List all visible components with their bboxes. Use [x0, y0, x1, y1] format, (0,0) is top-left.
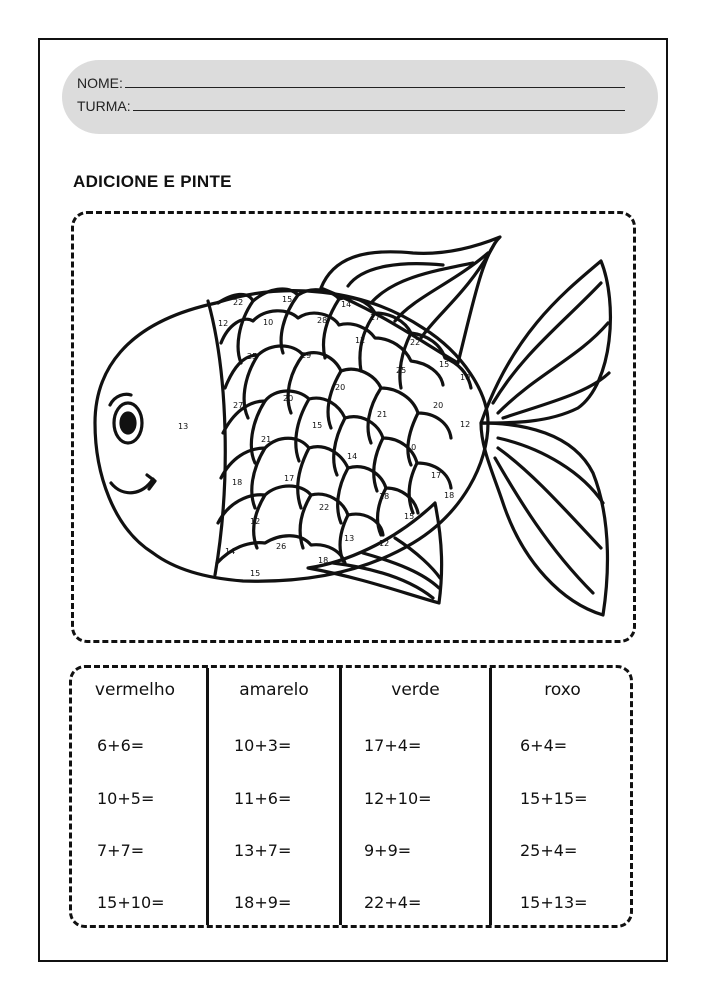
column-header: roxo	[544, 680, 581, 700]
column-header: verde	[391, 680, 440, 700]
sum-item: 18+9=	[234, 893, 292, 912]
scale-number: 20	[283, 394, 294, 403]
scale-number: 21	[377, 410, 388, 419]
head-number: 13	[178, 422, 189, 431]
scale-number: 28	[317, 316, 328, 325]
scale-number: 14	[347, 452, 358, 461]
sum-item: 15+15=	[520, 789, 588, 808]
scale-number: 12	[355, 336, 366, 345]
scale-number: 10	[460, 373, 471, 382]
class-blank[interactable]	[133, 98, 625, 111]
scale-number: 17	[284, 474, 295, 483]
column-vermelho	[72, 668, 206, 925]
scale-number: 21	[261, 435, 272, 444]
scale-number: 15	[312, 421, 323, 430]
scale-number: 25	[396, 366, 407, 375]
scale-number: 12	[250, 517, 261, 526]
class-label: TURMA:	[77, 98, 131, 114]
scale-number: 17	[370, 313, 381, 322]
scale-number: 14	[225, 547, 236, 556]
scale-number: 12	[460, 420, 471, 429]
scale-number: 22	[319, 503, 330, 512]
scale-number: 12	[379, 539, 390, 548]
sum-item: 10+3=	[234, 736, 292, 755]
student-info-header	[62, 60, 658, 134]
scale-number: 22	[410, 338, 421, 347]
name-line	[77, 75, 625, 91]
scale-number: 10	[406, 443, 417, 452]
scale-number: 15	[250, 569, 261, 578]
scale-number: 29	[301, 351, 312, 360]
sum-item: 12+10=	[364, 789, 432, 808]
sum-item: 13+7=	[234, 841, 292, 860]
sum-item: 6+4=	[520, 736, 568, 755]
scale-number: 18	[318, 556, 329, 565]
scale-number: 13	[344, 534, 355, 543]
name-blank[interactable]	[125, 75, 625, 88]
scale-number: 18	[232, 478, 243, 487]
scale-number: 20	[335, 383, 346, 392]
scale-number: 15	[439, 360, 450, 369]
sum-item: 25+4=	[520, 841, 578, 860]
sum-item: 7+7=	[97, 841, 145, 860]
scale-number: 14	[341, 300, 352, 309]
sum-item: 9+9=	[364, 841, 412, 860]
column-verde	[342, 668, 489, 925]
sum-item: 17+4=	[364, 736, 422, 755]
column-header: amarelo	[239, 680, 309, 700]
scale-number: 25	[247, 352, 258, 361]
scale-number: 12	[218, 319, 229, 328]
activity-title: ADICIONE E PINTE	[73, 172, 232, 191]
scale-number: 26	[276, 542, 287, 551]
scale-number: 10	[263, 318, 274, 327]
scale-number: 20	[433, 401, 444, 410]
scale-number: 27	[233, 401, 244, 410]
sum-item: 22+4=	[364, 893, 422, 912]
sum-item: 15+10=	[97, 893, 165, 912]
color-key-table	[69, 665, 633, 928]
class-line	[77, 98, 625, 114]
column-roxo	[492, 668, 633, 925]
sum-item: 15+13=	[520, 893, 588, 912]
scale-number: 15	[282, 295, 293, 304]
fish-illustration[interactable]	[74, 214, 639, 646]
column-amarelo	[209, 668, 339, 925]
scale-number: 18	[379, 492, 390, 501]
sum-item: 6+6=	[97, 736, 145, 755]
name-label: NOME:	[77, 75, 123, 91]
scale-number: 22	[233, 298, 244, 307]
scale-number: 15	[404, 512, 415, 521]
sum-item: 11+6=	[234, 789, 292, 808]
scale-number: 17	[431, 471, 442, 480]
fish-coloring-area	[71, 211, 636, 643]
sum-item: 10+5=	[97, 789, 155, 808]
column-header: vermelho	[94, 680, 176, 700]
scale-number: 18	[444, 491, 455, 500]
